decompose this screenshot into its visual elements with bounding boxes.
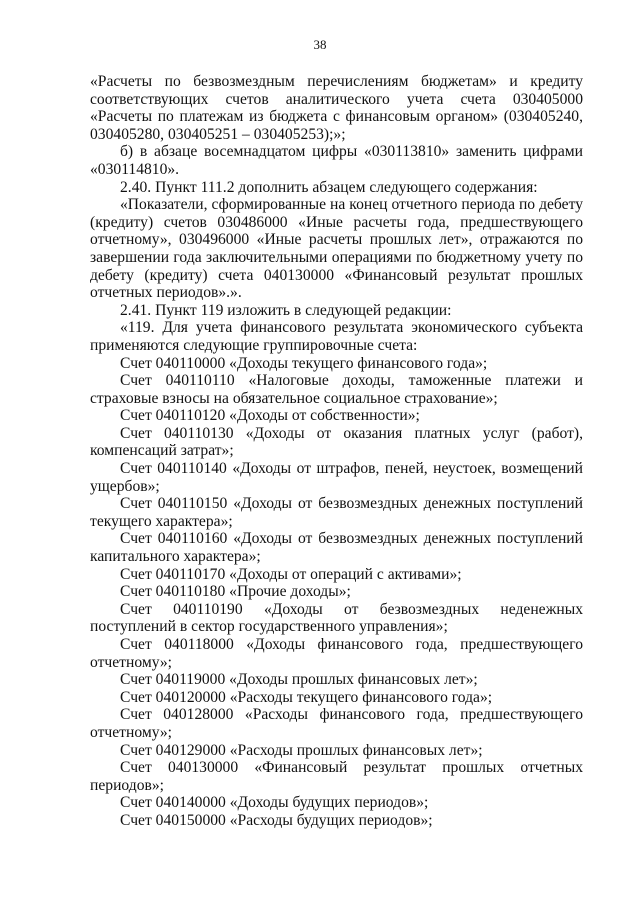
paragraph: 2.40. Пункт 111.2 дополнить абзацем следующего содержания: [120,178,538,196]
paragraph: б) в абзаце восемнадцатом цифры «030113810» заменить цифрами «030114810». [90,143,583,178]
account-line: Счет 040110000 «Доходы текущего финансового года»; [120,354,488,372]
account-line: Счет 040110190 «Доходы от безвозмездных неденежных поступлений в сектор государственного управления»; [90,600,583,636]
account-line: Счет 040130000 «Финансовый результат прошлых отчетных периодов»; [90,759,583,794]
account-line: Счет 040110110 «Налоговые доходы, таможенные платежи и страховые взносы на обязательное социальное страхование»; [90,372,583,407]
document-body [90,73,583,830]
paragraph: «119. Для учета финансового результата экономического субъекта применяются следующие группировочные счета: [90,319,583,354]
account-line: Счет 040110150 «Доходы от безвозмездных денежных поступлений текущего характера»; [90,495,583,530]
account-line: Счет 040110180 «Прочие доходы»; [120,583,351,601]
account-line: Счет 040120000 «Расходы текущего финансового года»; [120,688,493,706]
paragraph: «Показатели, сформированные на конец отчетного периода по дебету (кредиту) счетов 030486000 «Иные расчеты года, предшествующего отчетному», 030496000 «Иные расчеты прошлых лет», отражаются по завершении года заключительными операциями по бюджетному учету по дебету (кредиту) счета 040130000 «Финансовый результат прошлых отчетных периодов».». [90,196,583,302]
paragraph-continuation: «Расчеты по безвозмездным перечислениям бюджетам» и кредиту соответствующих счетов аналитического учета счета 030405000 «Расчеты по платежам из бюджета с финансовым органом» (030405240, 030405280, 030405251 – 030405253);»; [90,73,583,143]
paragraph: 2.41. Пункт 119 изложить в следующей редакции: [120,301,452,319]
account-line: Счет 040110140 «Доходы от штрафов, пеней, неустоек, возмещений ущербов»; [90,460,583,495]
account-line: Счет 040110130 «Доходы от оказания платных услуг (работ), компенсаций затрат»; [90,424,583,460]
account-line: Счет 040118000 «Доходы финансового года, предшествующего отчетному»; [90,636,583,671]
account-line: Счет 040110120 «Доходы от собственности»; [120,407,420,425]
account-line: Счет 040140000 «Доходы будущих периодов»; [120,794,429,812]
account-line: Счет 040110160 «Доходы от безвозмездных денежных поступлений капитального характера»; [90,530,583,566]
account-line: Счет 040128000 «Расходы финансового года, предшествующего отчетному»; [90,706,583,741]
account-line: Счет 040150000 «Расходы будущих периодов»; [120,811,433,829]
account-line: Счет 040119000 «Доходы прошлых финансовых лет»; [120,671,478,689]
page-number: 38 [313,37,327,52]
account-line: Счет 040129000 «Расходы прошлых финансовых лет»; [120,741,483,759]
account-line: Счет 040110170 «Доходы от операций с активами»; [120,565,462,583]
